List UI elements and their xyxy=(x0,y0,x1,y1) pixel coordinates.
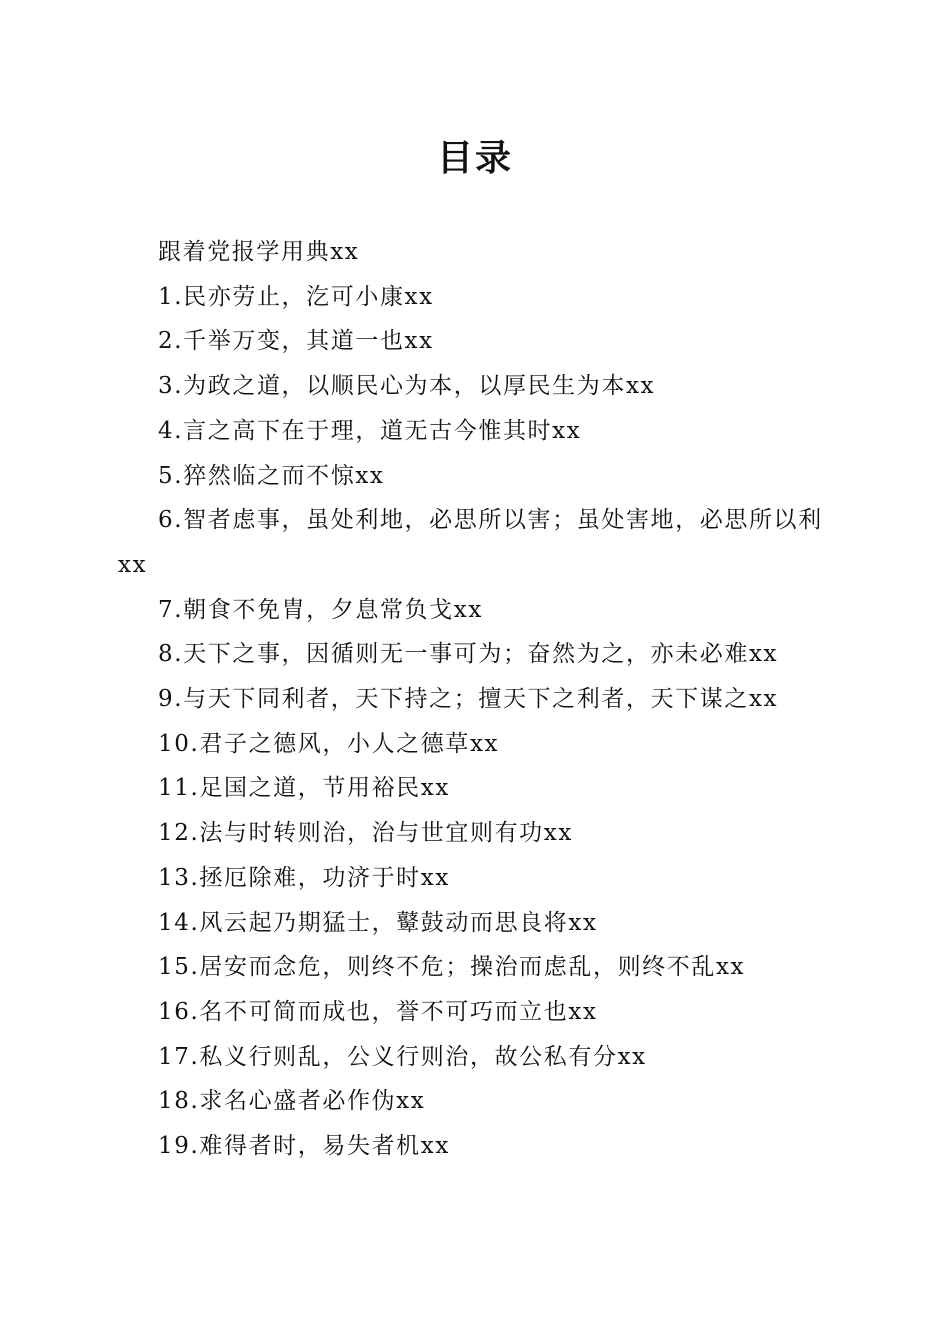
toc-entry-10[interactable]: 10.君子之德风，小人之德草xx xyxy=(158,730,500,757)
toc-entry-17[interactable]: 17.私义行则乱，公义行则治，故公私有分xx xyxy=(158,1043,647,1070)
toc-entry-12[interactable]: 12.法与时转则治，治与世宜则有功xx xyxy=(158,820,573,847)
toc-entry-11[interactable]: 11.足国之道，节用裕民xx xyxy=(158,775,450,802)
toc-entry-2[interactable]: 2.千举万变，其道一也xx xyxy=(158,328,434,355)
toc-entry-5[interactable]: 5.猝然临之而不惊xx xyxy=(158,462,385,489)
table-of-contents xyxy=(118,230,830,1169)
toc-entry-4[interactable]: 4.言之高下在于理，道无古今惟其时xx xyxy=(158,417,582,444)
toc-entry-13[interactable]: 13.拯厄除难，功济于时xx xyxy=(158,864,450,891)
toc-entry-7[interactable]: 7.朝食不免胄，夕息常负戈xx xyxy=(158,596,483,623)
toc-entry-16[interactable]: 16.名不可简而成也，誉不可巧而立也xx xyxy=(158,998,598,1025)
toc-entry-14[interactable]: 14.风云起乃期猛士，鼙鼓动而思良将xx xyxy=(158,909,598,936)
toc-entry-3[interactable]: 3.为政之道，以顺民心为本，以厚民生为本xx xyxy=(158,373,656,400)
toc-entry-18[interactable]: 18.求名心盛者必作伪xx xyxy=(158,1088,426,1115)
toc-entry-6[interactable]: 6.智者虑事，虽处利地，必思所以害；虽处害地，必思所以利xx xyxy=(118,507,823,578)
toc-entry-header[interactable]: 跟着党报学用典xx xyxy=(158,239,360,265)
toc-entry-1[interactable]: 1.民亦劳止，汔可小康xx xyxy=(158,283,434,310)
toc-entry-9[interactable]: 9.与天下同利者，天下持之；擅天下之利者，天下谋之xx xyxy=(158,686,779,713)
toc-entry-19[interactable]: 19.难得者时，易失者机xx xyxy=(158,1133,450,1160)
toc-entry-15[interactable]: 15.居安而念危，则终不危；操治而虑乱，则终不乱xx xyxy=(158,954,746,981)
page-title: 目录 xyxy=(436,137,513,179)
toc-entry-8[interactable]: 8.天下之事，因循则无一事可为；奋然为之，亦未必难xx xyxy=(158,641,779,668)
